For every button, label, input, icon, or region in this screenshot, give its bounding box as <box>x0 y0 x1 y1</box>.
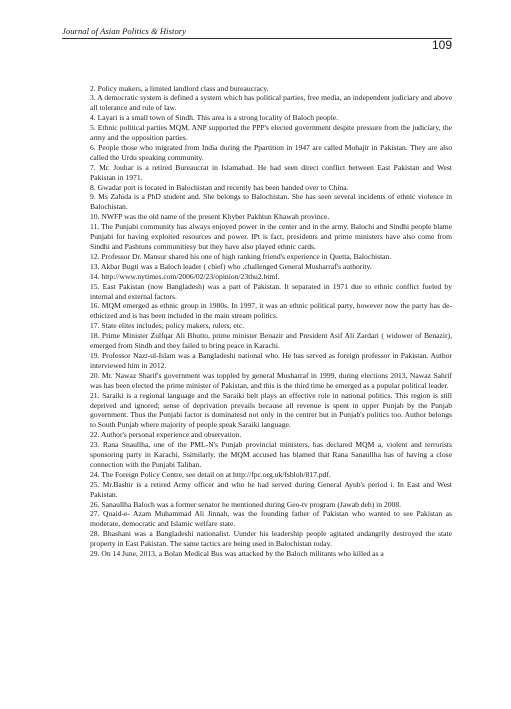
endnote: 28. Bhashani was a Bangladeshi nationalist. Uunder his leadership people agitated andangrily destroyed the state property in East Pakistan. The same tactics are being used in Balochistan today. <box>90 529 452 549</box>
endnote: 26. Sanaullha Baloch was a former senator he mentioned during Geo-tv program (Jawab deh) in 2008. <box>90 499 402 509</box>
endnote: 23. Rana Snaullha, one of the PML-N's Punjab provincial ministers, has declared MQM a, violent and terrorists sponsoring party in Karachi. Ssimilarly, the MQM accused has blamed that Rana Sanaullha has of having a close connection with the Punjabi Taliban. <box>90 440 452 469</box>
endnote: 9. Ms Zahida is a PhD student and. She belongs to Balochistan. She has seen several incidents of ethnic violence in Balochistan. <box>90 192 452 212</box>
endnote: 11. The Punjabi community has always enjoyed power in the center and in the army. Balochi and Sindhi people blame Punjabi for having exploited resources and power. IPt is fact, presidents and prime ministers have also come from Sindhi and Pashtuns communitiesy but they have also played ethnic cards. <box>90 222 452 251</box>
header-rule <box>62 38 452 39</box>
endnote: 20. Mr. Nawaz Sharif's government was toppled by general Musharraf in 1999, during elections 2013, Nawaz Sahrif was has been elected the prime minister of Pakistan, and this is the third time he emerged as a popular political leader. <box>90 370 452 390</box>
endnote: 7. Mr. Jouhar is a retired Bureaucrat in Islamabad. He had seen direct conflict between East Pakistan and West Pakistan in 1971. <box>90 162 452 182</box>
endnote: 5. Ethnic political parties MQM, ANP supported the PPP's elected government despite pressure from the judiciary, the army and the opposition parties. <box>90 123 452 143</box>
endnote: 16. MQM emerged as ethnic group in 1980s. In 1997, it was an ethnic political party, however now the party has de-ethicized and is has been included in the main stream politics. <box>90 301 452 321</box>
endnote: 4. Layari is a small town of Sindh. This area is a strong locality of Baloch people. <box>90 113 339 123</box>
endnote: 19. Professor Nazr-ul-Islam was a Bangladeshi national who. He has served as foreign professor in Pakistan. Author interviewed him in 2012. <box>90 350 452 370</box>
endnote: 25. Mr.Bashir is a retired Army officer and who he had served during General Ayub's period i. In East and West Pakistan. <box>90 479 452 499</box>
endnote: 24. The Foreign Policy Centre, see detail on at http://fpc.org.uk/fsblob/817.pdf. <box>90 469 331 479</box>
endnote: 29. On 14 June, 2013, a Bolan Medical Bus was attacked by the Baloch militants who killed as a <box>90 549 384 559</box>
endnote: 3. A democratic system is defined a system which has political parties, free media, an independent judiciary and above all tolerance and rule of law. <box>90 93 452 113</box>
endnote: 21. Saraiki is a regional language and the Saraiki belt plays an effective role in national politics. This region is still deprived and ignored; sense of deprivation prevails because all revenue is spent in upper Punjab by the Punjab government. Thus the Punjabi factor is dominatesd not only in the centrer but in Punjab's politics too. Author belongs to South Punjab where majority of people speak Saraiki language. <box>90 390 452 430</box>
endnote: 17. State elites includes; policy makers, rulers, etc. <box>90 321 245 331</box>
endnote: 15. East Pakistan (now Bangladesh) was a part of Pakistan. It separated in 1971 due to ethnic conflict fueled by internal and external factors. <box>90 281 452 301</box>
endnote: 8. Gwadar port is located in Balochistan and recently has been handed over to China. <box>90 182 349 192</box>
page-number: 109 <box>431 38 452 52</box>
endnote: 12. Professor Dr. Mansur shared his one of high ranking friend's experience in Quetta, Balochistan. <box>90 251 392 261</box>
endnote: 10. NWFP was the old name of the present Khyber Pakhtun Khawah province. <box>90 212 330 222</box>
endnote: 27. Quaid-e- Azam Muhammad Ali Jinnah, was the founding father of Pakistan who wanted to see Pakistan as moderate, democratic and Islamic welfare state. <box>90 509 452 529</box>
journal-title: Journal of Asian Politics & History <box>62 26 187 36</box>
endnote: 2. Policy makers, a limited landlord class and bureaucracy. <box>90 83 269 93</box>
endnotes-list <box>90 84 452 560</box>
endnote: 22. Author's personal experience and observation. <box>90 430 242 440</box>
endnote: 6. People those who migrated from India during the Ppartition in 1947 are called Mohajir in Pakistan. They are also called the Urdu speaking community. <box>90 142 452 162</box>
endnote: 14. http://www.nytimes.com/2006/02/23/opinion/23thu2.html. <box>90 271 280 281</box>
endnote: 13. Akbar Bugti was a Baloch leader ( chief) who ,challenged General Musharraf's authority. <box>90 261 372 271</box>
endnote: 18. Prime Minister Zulfqar Ali Bhutto, prime minister Benazir and President Asif Ali Zardari ( widower of Benazir), emerged from Sindh and they failed to bring peace in Karachi. <box>90 331 452 351</box>
